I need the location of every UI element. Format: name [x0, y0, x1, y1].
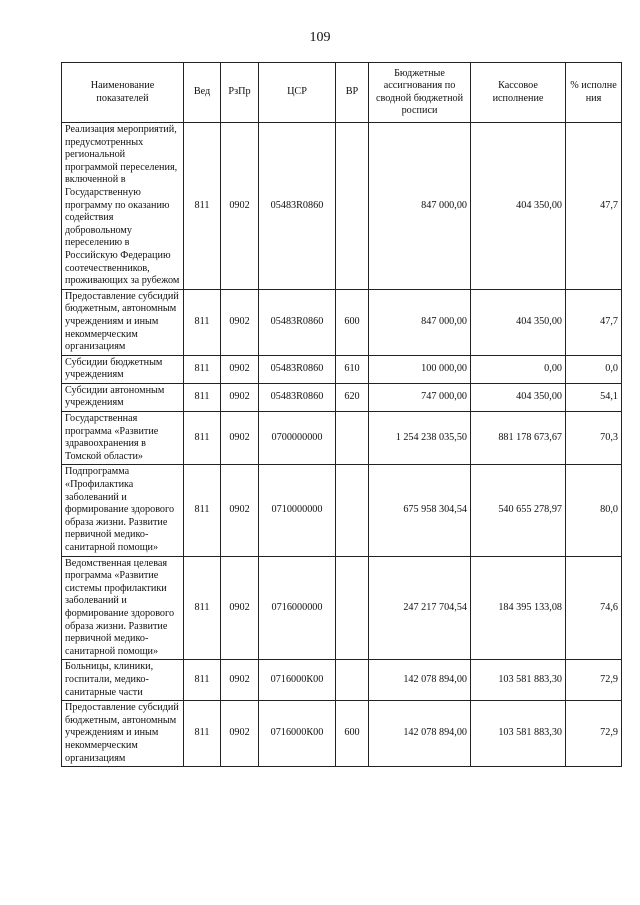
row-percent: 72,9 [566, 701, 622, 767]
row-ved: 811 [184, 355, 221, 383]
row-cash-execution: 404 350,00 [471, 123, 566, 290]
row-name: Подпрограмма «Профилактика заболеваний и формирование здорового образа жизни. Развитие первичной медико-санитарной помощи» [62, 465, 184, 556]
table-row [62, 383, 622, 411]
header-row [62, 63, 622, 123]
row-vr [336, 123, 369, 290]
header-percent: % исполне ния [566, 63, 622, 123]
header-csr: ЦСР [259, 63, 336, 123]
table-row [62, 556, 622, 660]
page-number: 109 [309, 30, 331, 45]
header-ved: Вед [184, 63, 221, 123]
row-rzpr: 0902 [221, 412, 259, 465]
row-ved: 811 [184, 701, 221, 767]
row-assignments: 247 217 704,54 [369, 556, 471, 660]
row-assignments: 100 000,00 [369, 355, 471, 383]
row-percent: 72,9 [566, 660, 622, 701]
row-percent: 70,3 [566, 412, 622, 465]
row-vr: 600 [336, 289, 369, 355]
row-vr [336, 660, 369, 701]
table-row [62, 701, 622, 767]
row-cash-execution: 404 350,00 [471, 289, 566, 355]
row-rzpr: 0902 [221, 556, 259, 660]
row-name: Субсидии автономным учреждениям [62, 383, 184, 411]
row-assignments: 142 078 894,00 [369, 701, 471, 767]
row-ved: 811 [184, 289, 221, 355]
row-ved: 811 [184, 556, 221, 660]
row-cash-execution: 540 655 278,97 [471, 465, 566, 556]
row-ved: 811 [184, 412, 221, 465]
row-vr [336, 412, 369, 465]
row-csr: 05483R0860 [259, 123, 336, 290]
table-row [62, 355, 622, 383]
row-percent: 0,0 [566, 355, 622, 383]
row-assignments: 847 000,00 [369, 123, 471, 290]
header-assignments: Бюджетные ассигнования по сводной бюджетной росписи [369, 63, 471, 123]
row-ved: 811 [184, 465, 221, 556]
row-rzpr: 0902 [221, 123, 259, 290]
row-rzpr: 0902 [221, 355, 259, 383]
row-rzpr: 0902 [221, 660, 259, 701]
row-rzpr: 0902 [221, 383, 259, 411]
table-row [62, 123, 622, 290]
row-cash-execution: 103 581 883,30 [471, 660, 566, 701]
table-row [62, 465, 622, 556]
table-row [62, 660, 622, 701]
row-name: Субсидии бюджетным учреждениям [62, 355, 184, 383]
row-name: Предоставление субсидий бюджетным, автономным учреждениям и иным некоммерческим организациям [62, 701, 184, 767]
row-csr: 0716000К00 [259, 701, 336, 767]
row-name: Государственная программа «Развитие здравоохранения в Томской области» [62, 412, 184, 465]
header-rzpr: РзПр [221, 63, 259, 123]
row-percent: 47,7 [566, 289, 622, 355]
row-name: Ведомственная целевая программа «Развитие системы профилактики заболеваний и формирование здорового образа жизни. Развитие первичной медико-санитарной помощи» [62, 556, 184, 660]
row-cash-execution: 404 350,00 [471, 383, 566, 411]
row-percent: 54,1 [566, 383, 622, 411]
row-assignments: 142 078 894,00 [369, 660, 471, 701]
row-cash-execution: 184 395 133,08 [471, 556, 566, 660]
row-assignments: 747 000,00 [369, 383, 471, 411]
table-row [62, 289, 622, 355]
row-cash-execution: 103 581 883,30 [471, 701, 566, 767]
row-ved: 811 [184, 123, 221, 290]
row-name: Больницы, клиники, госпитали, медико-санитарные части [62, 660, 184, 701]
row-vr [336, 556, 369, 660]
row-percent: 74,6 [566, 556, 622, 660]
row-assignments: 847 000,00 [369, 289, 471, 355]
row-name: Реализация мероприятий, предусмотренных региональной программой переселения, включенной в Государственную программу по оказанию содействия добровольному переселению в Российскую Федерацию соотечественников, проживающих за рубежом [62, 123, 184, 290]
row-csr: 0700000000 [259, 412, 336, 465]
row-cash-execution: 881 178 673,67 [471, 412, 566, 465]
row-vr: 610 [336, 355, 369, 383]
header-name: Наименование показателей [62, 63, 184, 123]
header-cash-execution: Кассовое исполнение [471, 63, 566, 123]
row-assignments: 675 958 304,54 [369, 465, 471, 556]
row-percent: 80,0 [566, 465, 622, 556]
row-ved: 811 [184, 660, 221, 701]
row-vr [336, 465, 369, 556]
row-ved: 811 [184, 383, 221, 411]
row-csr: 0716000000 [259, 556, 336, 660]
row-vr: 600 [336, 701, 369, 767]
row-assignments: 1 254 238 035,50 [369, 412, 471, 465]
row-vr: 620 [336, 383, 369, 411]
budget-table [61, 62, 622, 767]
table-row [62, 412, 622, 465]
row-rzpr: 0902 [221, 289, 259, 355]
row-rzpr: 0902 [221, 465, 259, 556]
row-name: Предоставление субсидий бюджетным, автономным учреждениям и иным некоммерческим организациям [62, 289, 184, 355]
row-csr: 05483R0860 [259, 355, 336, 383]
row-csr: 05483R0860 [259, 289, 336, 355]
header-vr: ВР [336, 63, 369, 123]
row-csr: 0710000000 [259, 465, 336, 556]
row-cash-execution: 0,00 [471, 355, 566, 383]
row-csr: 0716000К00 [259, 660, 336, 701]
row-percent: 47,7 [566, 123, 622, 290]
row-rzpr: 0902 [221, 701, 259, 767]
row-csr: 05483R0860 [259, 383, 336, 411]
